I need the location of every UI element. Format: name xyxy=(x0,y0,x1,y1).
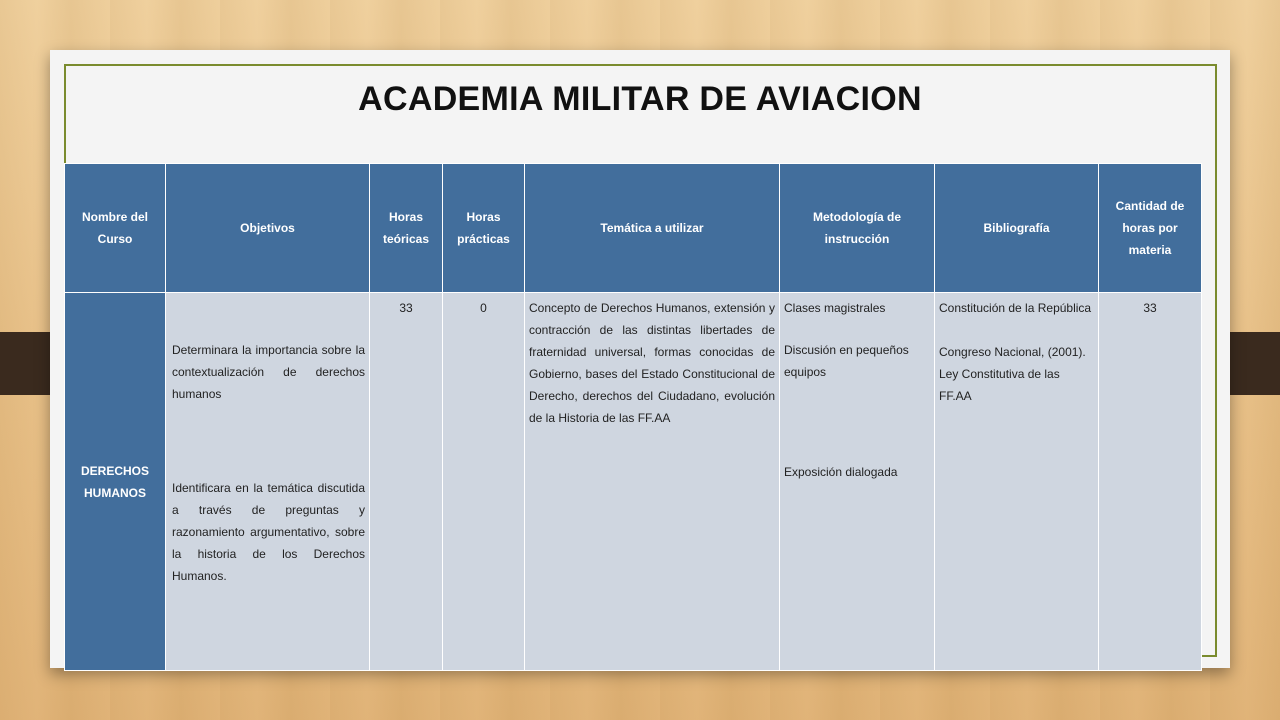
header-methodology: Metodología de instrucción xyxy=(780,164,935,293)
table-row xyxy=(65,293,1202,671)
table-header-row xyxy=(65,164,1202,293)
methodology-3: Exposición dialogada xyxy=(784,465,898,479)
bibliography-1: Constitución de la República xyxy=(939,301,1092,315)
bibliography-2: Congreso Nacional, (2001). Ley Constitutiva de las FF.AA xyxy=(939,345,1086,403)
cell-topics: Concepto de Derechos Humanos, extensión y contracción de las distintas libertades de fraternidad universal, formas conocidas de Gobierno, bases del Estado Constitucional de Derecho, derechos del Ciudadano, evolución de la Historia de las FF.AA xyxy=(525,293,780,671)
cell-practice-hours: 0 xyxy=(443,293,525,671)
cell-methodology xyxy=(780,293,935,671)
cell-theory-hours: 33 xyxy=(370,293,443,671)
methodology-2: Discusión en pequeños equipos xyxy=(784,343,909,379)
cell-total-hours: 33 xyxy=(1099,293,1202,671)
cell-course: DERECHOS HUMANOS xyxy=(65,293,166,671)
header-theory-hours: Horas teóricas xyxy=(370,164,443,293)
methodology-1: Clases magistrales xyxy=(784,301,886,315)
header-objectives: Objetivos xyxy=(166,164,370,293)
cell-objectives xyxy=(166,293,370,671)
header-total-hours: Cantidad de horas por materia xyxy=(1099,164,1202,293)
course-table xyxy=(64,163,1202,671)
objective-1: Determinara la importancia sobre la contextualización de derechos humanos xyxy=(172,343,365,401)
slide-title: ACADEMIA MILITAR DE AVIACION xyxy=(358,80,922,118)
cell-bibliography xyxy=(935,293,1099,671)
objective-2: Identificara en la temática discutida a través de preguntas y razonamiento argumentativo, sobre la historia de los Derechos Humanos. xyxy=(172,481,365,583)
header-course: Nombre del Curso xyxy=(65,164,166,293)
header-bibliography: Bibliografía xyxy=(935,164,1099,293)
header-topics: Temática a utilizar xyxy=(525,164,780,293)
header-practice-hours: Horas prácticas xyxy=(443,164,525,293)
slide xyxy=(50,50,1230,668)
